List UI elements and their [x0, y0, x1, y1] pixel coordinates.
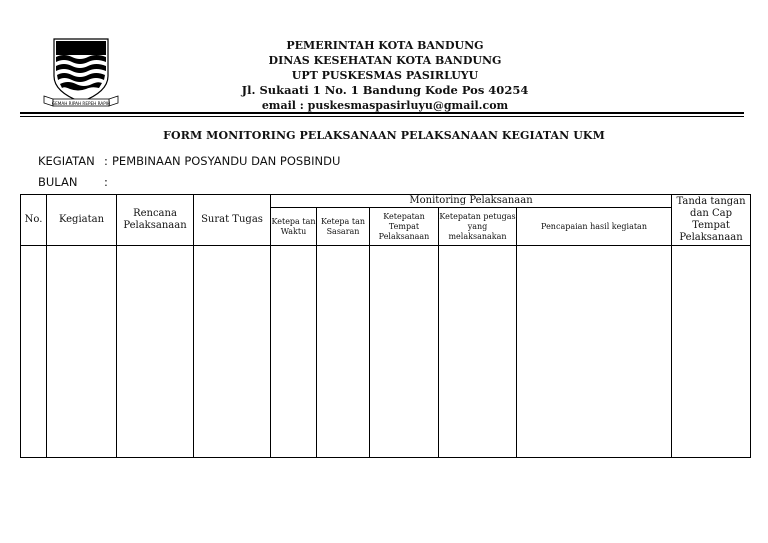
bandung-coat-of-arms-logo: [40, 36, 122, 112]
letterhead-email: email : puskesmaspasirluyu@gmail.com: [261, 99, 509, 112]
header-rencana-pelaksanaan: Rencana Pelaksanaan: [117, 195, 194, 246]
kegiatan-row: [38, 154, 340, 168]
cell-ketepatan-waktu[interactable]: [271, 246, 317, 458]
subheader-ketepatan-tempat: Ketepatan Tempat Pelaksanaan: [370, 208, 439, 246]
bulan-label: BULAN: [38, 175, 78, 189]
header-surat-tugas: Surat Tugas: [194, 195, 271, 246]
logo-motto-text: GEMAH RIPAH REPEH RAPIH: [51, 100, 111, 106]
letterhead-department: DINAS KESEHATAN KOTA BANDUNG: [268, 54, 502, 67]
kegiatan-separator: :: [104, 154, 108, 168]
header-monitoring-pelaksanaan: Monitoring Pelaksanaan: [271, 195, 672, 208]
cell-ketepatan-sasaran[interactable]: [317, 246, 370, 458]
header-tanda-tangan: Tanda tangan dan Cap Tempat Pelaksanaan: [672, 195, 751, 246]
kegiatan-value: PEMBINAAN POSYANDU DAN POSBINDU: [112, 154, 341, 168]
header-kegiatan: Kegiatan: [47, 195, 117, 246]
bulan-row: [38, 175, 112, 189]
form-title: FORM MONITORING PELAKSANAAN PELAKSANAAN KEGIATAN UKM: [163, 129, 605, 142]
bulan-separator: :: [104, 175, 108, 189]
cell-ketepatan-tempat[interactable]: [370, 246, 439, 458]
letterhead: [180, 38, 590, 113]
letterhead-government: PEMERINTAH KOTA BANDUNG: [286, 39, 484, 52]
cell-ketepatan-petugas[interactable]: [439, 246, 517, 458]
subheader-ketepatan-sasaran: Ketepa tan Sasaran: [317, 208, 370, 246]
table-row: [21, 246, 751, 458]
subheader-ketepatan-waktu: Ketepa tan Waktu: [271, 208, 317, 246]
monitoring-table: [20, 194, 751, 458]
letterhead-divider-thick: [20, 112, 744, 114]
cell-no[interactable]: [21, 246, 47, 458]
letterhead-unit: UPT PUSKESMAS PASIRLUYU: [291, 69, 479, 82]
cell-surat-tugas[interactable]: [194, 246, 271, 458]
cell-kegiatan[interactable]: [47, 246, 117, 458]
cell-rencana-pelaksanaan[interactable]: [117, 246, 194, 458]
letterhead-address: Jl. Sukaati 1 No. 1 Bandung Kode Pos 40254: [241, 83, 529, 97]
cell-pencapaian-hasil[interactable]: [517, 246, 672, 458]
header-no: No.: [21, 195, 47, 246]
letterhead-divider-thin: [20, 116, 744, 117]
subheader-pencapaian-hasil: Pencapaian hasil kegiatan: [517, 208, 672, 246]
cell-tanda-tangan[interactable]: [672, 246, 751, 458]
subheader-ketepatan-petugas: Ketepatan petugas yang melaksanakan: [439, 208, 517, 246]
kegiatan-label: KEGIATAN: [38, 154, 95, 168]
